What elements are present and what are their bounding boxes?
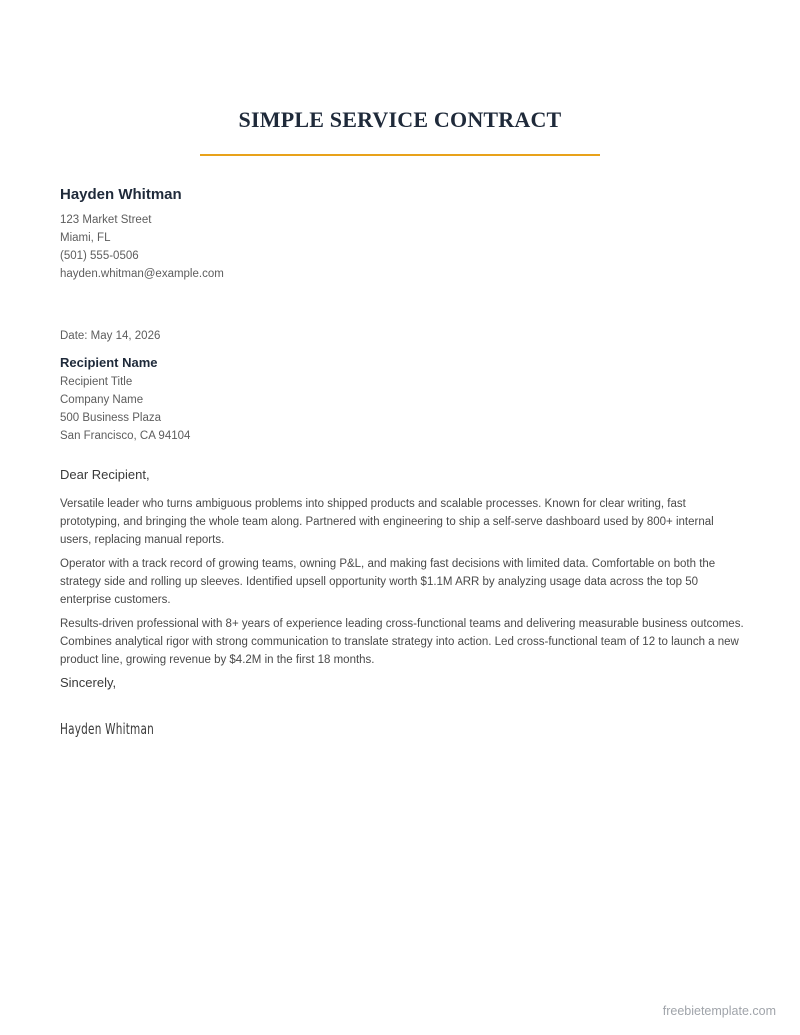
sender-email: hayden.whitman@example.com <box>60 268 224 280</box>
sender-name: Hayden Whitman <box>60 186 182 203</box>
letter-date: Date: May 14, 2026 <box>60 330 161 342</box>
recipient-name: Recipient Name <box>60 355 158 370</box>
body-paragraph: Versatile leader who turns ambiguous problems into shipped products and scalable processes. Known for clear writing, fast prototyping, and bringing the whole team along. Partnered with engineering to ship a self-serve dashboard used by 800+ internal users, replacing manual reports. <box>60 498 714 546</box>
recipient-title: Recipient Title <box>60 376 133 388</box>
sender-phone: (501) 555-0506 <box>60 250 139 262</box>
closing-line: Sincerely, <box>60 675 117 690</box>
title-divider <box>200 154 600 156</box>
body-paragraph: Operator with a track record of growing teams, owning P&L, and making fast decisions with limited data. Comfortable on both the strategy side and rolling up sleeves. Identified upsell opportunity worth $1.1M ARR by analyzing usage data across the top 50 enterprise customers. <box>60 558 716 606</box>
signature: Hayden Whitman <box>60 720 154 738</box>
sender-block <box>60 185 740 283</box>
sender-street: 123 Market Street <box>60 214 152 226</box>
recipient-street: 500 Business Plaza <box>60 412 162 424</box>
recipient-company: Company Name <box>60 394 144 406</box>
document-title: SIMPLE SERVICE CONTRACT <box>238 107 562 132</box>
recipient-block <box>60 354 740 445</box>
sender-city: Miami, FL <box>60 232 111 244</box>
watermark-link[interactable]: freebietemplate.com <box>662 1004 776 1018</box>
body-paragraph: Results-driven professional with 8+ years of experience leading cross-functional teams and delivering measurable business outcomes. Combines analytical rigor with strong communication to translate strategy into action. Led cross-functional team of 12 to launch a new product line, growing revenue by $4.2M in the first 18 months. <box>60 618 744 666</box>
salutation: Dear Recipient, <box>60 467 150 482</box>
letter-body <box>60 495 744 675</box>
recipient-city: San Francisco, CA 94104 <box>60 430 191 442</box>
